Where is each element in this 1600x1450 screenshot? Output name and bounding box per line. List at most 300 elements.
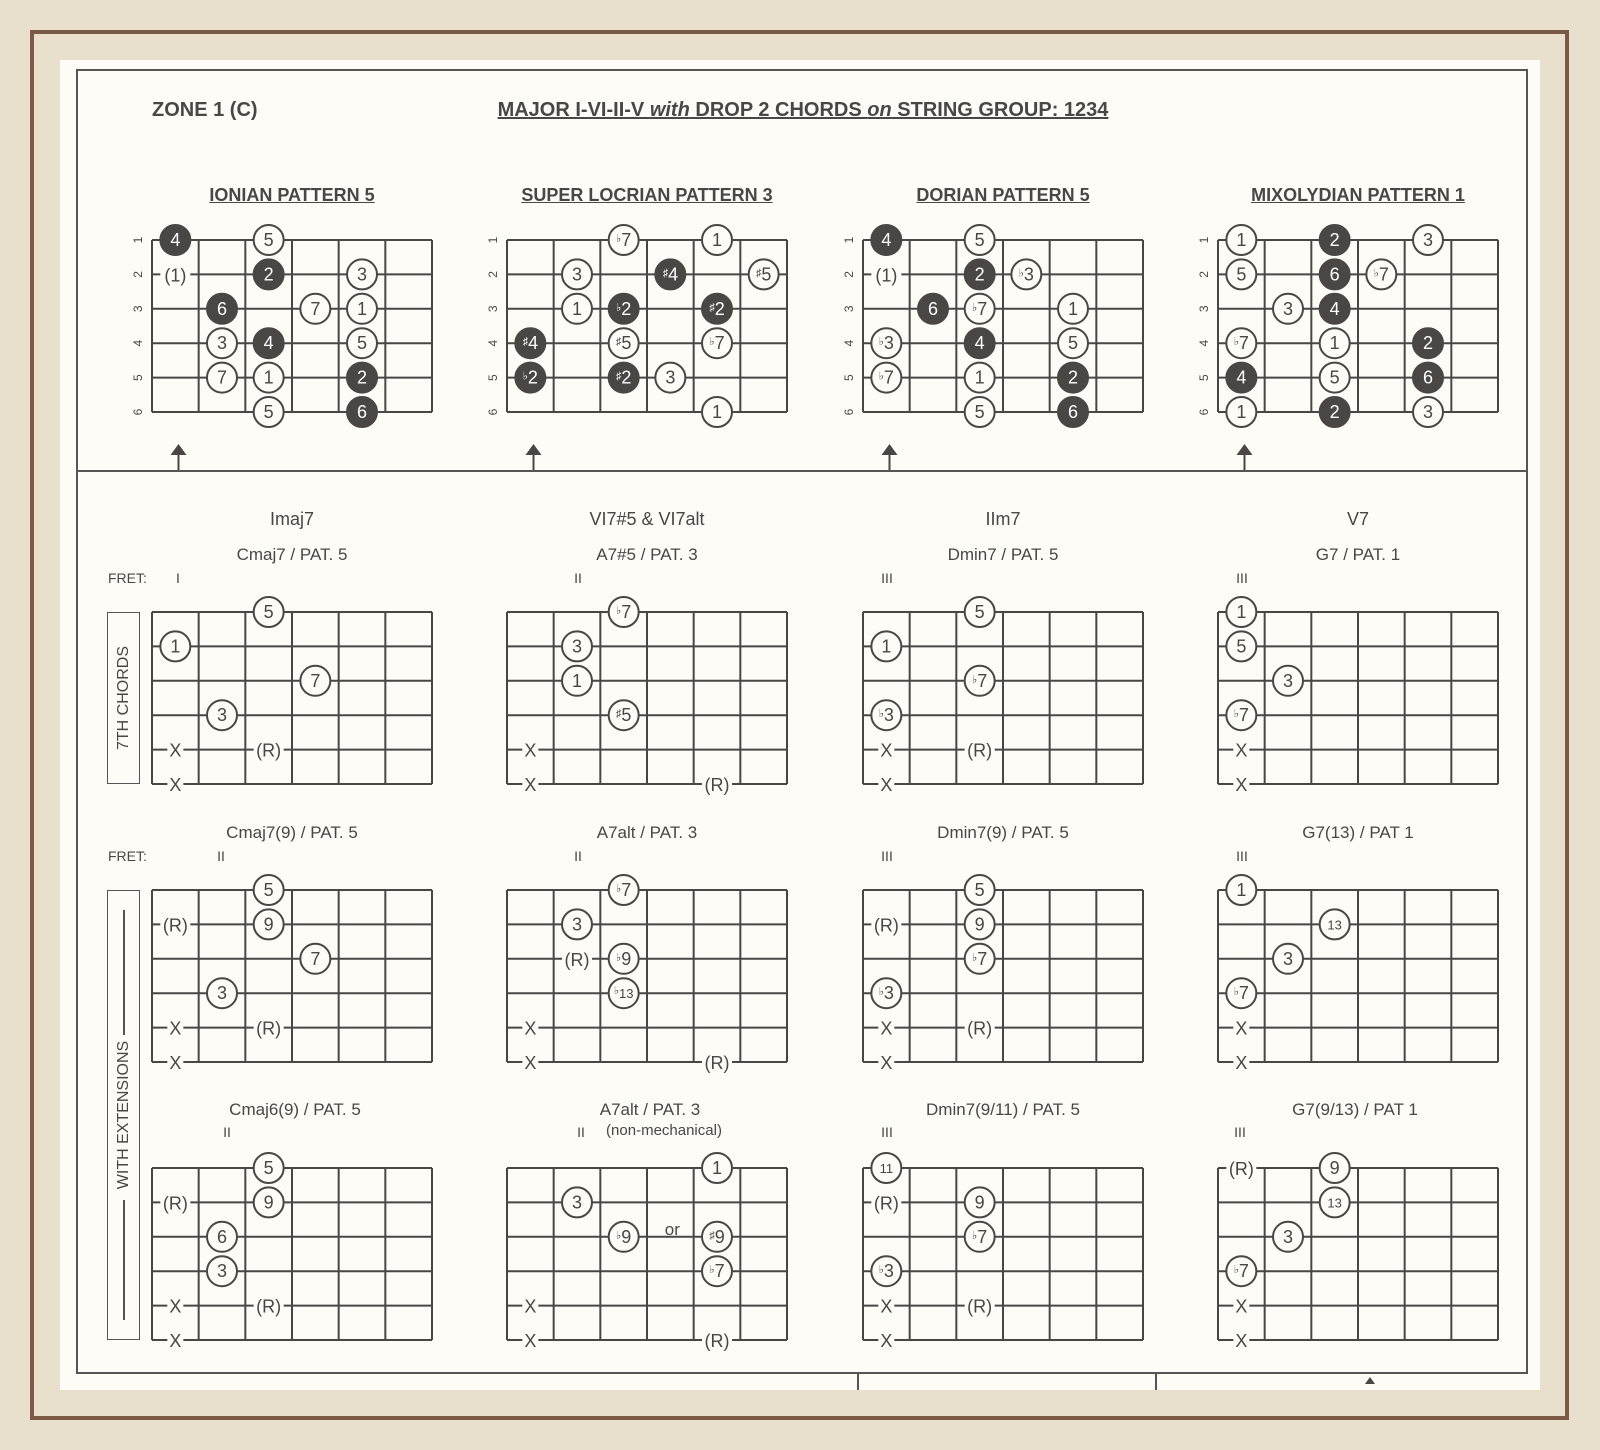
note-dot <box>1058 397 1088 427</box>
accidental: ♭ <box>1233 1264 1239 1277</box>
note-label: 4 <box>881 230 892 250</box>
degree: 7 <box>621 230 632 250</box>
note-dot <box>1273 944 1303 974</box>
degree: 7 <box>621 602 632 622</box>
fret-label: FRET: <box>108 570 147 586</box>
non-mechanical-note: (non-mechanical) <box>606 1122 722 1139</box>
note-label: 1 <box>881 636 892 657</box>
fretboard-grid <box>1218 1168 1498 1340</box>
note-label: 9 <box>1329 1158 1340 1178</box>
note-dot <box>702 328 732 358</box>
degree: 2 <box>714 298 725 319</box>
note-dot <box>655 363 685 393</box>
note-label: 1 <box>571 670 583 691</box>
page-title: MAJOR I-VI-II-V with DROP 2 CHORDS on STRING GROUP: 1234 <box>497 99 1109 121</box>
string-number: 2 <box>486 271 500 278</box>
note-label: 5 <box>356 333 368 354</box>
accidental: ♭ <box>972 1229 978 1242</box>
note-dot <box>871 631 901 661</box>
note-dot <box>1011 259 1041 289</box>
note-label: 1 <box>1236 402 1247 422</box>
note-dot <box>609 944 639 974</box>
note-dot <box>1226 397 1256 427</box>
column-roman-numeral: V7 <box>1346 509 1370 529</box>
note-label: 9 <box>263 1192 274 1213</box>
note-dot <box>965 666 995 696</box>
note-dot <box>515 328 545 358</box>
fretboard-grid <box>863 890 1143 1062</box>
fretboard-grid <box>1218 240 1498 412</box>
optional-note-label: (R) <box>873 1193 899 1214</box>
accidental: ♭ <box>616 233 622 245</box>
note-dot <box>1058 328 1088 358</box>
chord-name: G7(9/13) / PAT 1 <box>1292 1100 1418 1119</box>
optional-note-label: (R) <box>704 1053 730 1073</box>
note-dot <box>562 259 592 289</box>
note-dot <box>254 875 284 905</box>
fretboard-grid <box>152 890 432 1062</box>
fret-number: III <box>1236 848 1248 864</box>
extensions-side-label: WITH EXTENSIONS <box>115 1040 132 1190</box>
note-dot <box>562 631 592 661</box>
optional-note-label: (R) <box>1228 1159 1254 1179</box>
optional-note-label: (1) <box>875 265 898 286</box>
note-dot <box>965 397 995 427</box>
degree: 7 <box>1378 264 1389 285</box>
note-dot <box>702 294 732 324</box>
chord-name: Cmaj6(9) / PAT. 5 <box>229 1100 361 1119</box>
note-dot <box>609 294 639 324</box>
muted-string-marker: X <box>169 1296 182 1317</box>
accidental: ♭ <box>972 951 978 964</box>
degree: 2 <box>621 298 632 319</box>
fret-number: III <box>881 848 893 864</box>
note-dot <box>1226 875 1256 905</box>
chord-name: A7alt / PAT. 3 <box>599 1100 701 1119</box>
fret-number: III <box>1236 570 1248 586</box>
string-number: 1 <box>1197 236 1211 244</box>
muted-string-marker: X <box>524 775 537 795</box>
note-dot <box>1226 259 1256 289</box>
muted-string-marker: X <box>880 775 893 795</box>
degree: 3 <box>883 983 894 1004</box>
note-dot <box>1366 259 1396 289</box>
muted-string-marker: X <box>169 775 182 795</box>
note-dot <box>1058 294 1088 324</box>
note-dot <box>965 363 995 393</box>
degree: 7 <box>1238 983 1249 1004</box>
degree: 7 <box>977 948 988 969</box>
pattern-title: IONIAN PATTERN 5 <box>209 185 375 205</box>
note-dot <box>347 294 377 324</box>
muted-string-marker: X <box>524 740 537 761</box>
accidental: ♯ <box>662 267 669 280</box>
note-dot <box>702 225 732 255</box>
accidental: ♯ <box>709 301 715 314</box>
note-dot <box>702 397 732 427</box>
muted-string-marker: X <box>1235 740 1248 761</box>
note-dot <box>1413 397 1443 427</box>
note-label: 2 <box>1422 333 1434 354</box>
note-label: 13 <box>1327 917 1342 933</box>
note-label: 3 <box>216 1261 228 1282</box>
note-dot <box>609 363 639 393</box>
note-label: 1 <box>1236 230 1247 250</box>
note-dot <box>1320 397 1350 427</box>
degree: 7 <box>1238 705 1249 726</box>
fretboard-grid <box>1218 890 1498 1062</box>
note-dot <box>871 978 901 1008</box>
pattern-title: SUPER LOCRIAN PATTERN 3 <box>521 185 773 205</box>
note-dot <box>655 259 685 289</box>
note-dot <box>1226 328 1256 358</box>
note-label: 6 <box>216 298 228 319</box>
note-dot <box>207 1222 237 1252</box>
string-number: 6 <box>842 408 856 416</box>
degree: 4 <box>528 333 539 354</box>
string-number: 4 <box>486 339 500 347</box>
column-roman-numeral: IIm7 <box>985 509 1021 529</box>
fretboard-grid <box>152 1168 432 1340</box>
chord-name: A7#5 / PAT. 3 <box>596 545 698 564</box>
note-dot <box>254 1153 284 1183</box>
chord-name: A7alt / PAT. 3 <box>596 823 698 842</box>
note-dot <box>254 597 284 627</box>
pattern-title: MIXOLYDIAN PATTERN 1 <box>1251 185 1465 205</box>
note-label: 3 <box>571 264 583 285</box>
note-label: 3 <box>1422 230 1434 250</box>
note-label: 2 <box>974 264 985 285</box>
note-label: 5 <box>263 402 274 422</box>
note-dot <box>609 978 639 1008</box>
degree: 7 <box>714 333 725 354</box>
note-label: 3 <box>665 367 676 388</box>
note-label: 6 <box>216 1226 228 1247</box>
note-label: 3 <box>1422 402 1434 422</box>
degree: 7 <box>1238 333 1249 354</box>
note-dot <box>207 978 237 1008</box>
accidental: ♭ <box>878 336 884 349</box>
note-dot <box>965 597 995 627</box>
accidental: ♭ <box>878 708 884 721</box>
note-label: 1 <box>571 298 583 319</box>
note-label: 4 <box>263 333 274 354</box>
note-dot <box>1273 294 1303 324</box>
note-label: 5 <box>263 602 274 622</box>
accidental: ♯ <box>522 336 529 349</box>
fretboard-grid <box>152 612 432 784</box>
note-dot <box>254 909 284 939</box>
note-dot <box>300 666 330 696</box>
arrow-up-icon <box>171 444 187 455</box>
note-label: 5 <box>974 880 985 900</box>
note-label: 1 <box>711 230 723 250</box>
note-dot <box>871 225 901 255</box>
note-label: 7 <box>216 367 228 388</box>
degree: 5 <box>621 333 632 354</box>
note-dot <box>1273 666 1303 696</box>
note-dot <box>254 328 284 358</box>
note-dot <box>965 259 995 289</box>
optional-note-label: (R) <box>704 775 730 795</box>
degree: 9 <box>714 1226 725 1247</box>
note-dot <box>207 363 237 393</box>
note-dot <box>1273 1222 1303 1252</box>
accidental: ♭ <box>613 985 620 998</box>
degree: 9 <box>621 1226 632 1247</box>
degree: 3 <box>1023 264 1034 285</box>
note-dot <box>1320 909 1350 939</box>
degree: 7 <box>714 1261 725 1282</box>
accidental: ♭ <box>616 951 622 964</box>
degree: 7 <box>883 367 894 388</box>
note-label: 5 <box>263 230 274 250</box>
muted-string-marker: X <box>880 1053 893 1073</box>
note-dot <box>160 225 190 255</box>
note-dot <box>562 1187 592 1217</box>
muted-string-marker: X <box>169 1053 182 1073</box>
degree: 9 <box>621 948 632 969</box>
note-label: 2 <box>1067 367 1079 388</box>
degree: 3 <box>883 333 894 354</box>
string-number: 4 <box>131 339 145 347</box>
note-dot <box>207 294 237 324</box>
note-label: 1 <box>1236 602 1247 622</box>
note-dot <box>1413 328 1443 358</box>
accidental: ♯ <box>615 336 622 349</box>
note-label: 4 <box>1236 367 1247 388</box>
note-dot <box>207 700 237 730</box>
muted-string-marker: X <box>1235 1018 1248 1039</box>
fret-number: II <box>574 848 582 864</box>
optional-note-label: (R) <box>967 1296 993 1317</box>
string-number: 3 <box>131 305 145 313</box>
fret-number: I <box>176 570 180 586</box>
string-number: 5 <box>486 374 500 381</box>
note-label: 2 <box>263 264 274 285</box>
chord-name: G7(13) / PAT 1 <box>1302 823 1414 842</box>
chord-name: Cmaj7(9) / PAT. 5 <box>226 823 358 842</box>
note-dot <box>609 1222 639 1252</box>
note-dot <box>1226 225 1256 255</box>
fret-number: II <box>574 570 582 586</box>
muted-string-marker: X <box>169 740 182 761</box>
accidental: ♭ <box>616 605 622 617</box>
note-label: 1 <box>711 1158 723 1178</box>
accidental: ♭ <box>1018 267 1024 280</box>
optional-note-label: (R) <box>967 740 993 761</box>
arrow-up-icon <box>1365 1377 1375 1384</box>
optional-note-label: (R) <box>162 915 188 936</box>
string-number: 5 <box>131 374 145 381</box>
degree: 2 <box>621 367 632 388</box>
muted-string-marker: X <box>1235 1053 1248 1073</box>
note-label: 5 <box>1329 367 1340 388</box>
fret-number: II <box>217 848 225 864</box>
muted-string-marker: X <box>524 1053 537 1073</box>
note-dot <box>918 294 948 324</box>
note-dot <box>347 397 377 427</box>
note-label: 5 <box>1236 264 1247 285</box>
note-label: 3 <box>1282 670 1294 691</box>
muted-string-marker: X <box>880 740 893 761</box>
note-dot <box>254 259 284 289</box>
note-label: 3 <box>571 914 583 935</box>
note-label: 1 <box>356 298 368 319</box>
string-number: 5 <box>1197 374 1211 381</box>
note-dot <box>1226 1256 1256 1286</box>
chord-name: Cmaj7 / PAT. 5 <box>236 545 348 564</box>
note-dot <box>965 294 995 324</box>
arrow-up-icon <box>1237 444 1253 455</box>
note-dot <box>254 397 284 427</box>
muted-string-marker: X <box>524 1296 537 1317</box>
column-roman-numeral: VI7#5 & VI7alt <box>589 509 705 529</box>
fret-number: II <box>577 1124 585 1140</box>
note-dot <box>562 294 592 324</box>
note-label: 5 <box>263 880 274 900</box>
note-dot <box>1058 363 1088 393</box>
note-label: 4 <box>170 230 181 250</box>
note-label: 1 <box>974 367 985 388</box>
note-dot <box>609 225 639 255</box>
degree: 13 <box>619 986 634 1002</box>
accidental: ♭ <box>522 370 528 383</box>
string-number: 6 <box>1197 408 1211 416</box>
note-dot <box>871 328 901 358</box>
fretboard-grid <box>507 1168 787 1340</box>
fretboard-grid <box>863 1168 1143 1340</box>
note-label: 5 <box>974 230 985 250</box>
note-dot <box>1320 259 1350 289</box>
note-dot <box>160 631 190 661</box>
accidental: ♭ <box>1233 708 1239 721</box>
string-number: 3 <box>486 305 500 313</box>
note-dot <box>965 875 995 905</box>
optional-note-label: (R) <box>873 915 899 936</box>
note-dot <box>515 363 545 393</box>
note-label: 11 <box>879 1161 894 1176</box>
note-label: 7 <box>310 670 321 691</box>
chord-name: Dmin7(9/11) / PAT. 5 <box>926 1100 1080 1119</box>
column-roman-numeral: Imaj7 <box>269 509 315 529</box>
accidental: ♭ <box>616 1229 622 1242</box>
note-label: 6 <box>1422 367 1434 388</box>
chord-name: G7 / PAT. 1 <box>1315 545 1401 564</box>
note-label: 5 <box>1236 636 1247 657</box>
string-number: 2 <box>131 271 145 278</box>
fretboard-grid <box>507 890 787 1062</box>
muted-string-marker: X <box>169 1018 182 1039</box>
note-dot <box>347 328 377 358</box>
note-dot <box>254 225 284 255</box>
note-dot <box>609 875 639 905</box>
string-number: 6 <box>131 408 145 416</box>
muted-string-marker: X <box>1235 775 1248 795</box>
fret-number: III <box>881 570 893 586</box>
degree: 7 <box>621 880 632 900</box>
note-label: 3 <box>1282 948 1294 969</box>
note-label: 3 <box>216 333 228 354</box>
note-dot <box>609 597 639 627</box>
note-dot <box>562 909 592 939</box>
note-label: 6 <box>1329 264 1340 285</box>
optional-note-label: (R) <box>162 1193 188 1214</box>
fretboard-grid <box>863 612 1143 784</box>
optional-note-label: (R) <box>256 1296 282 1317</box>
note-label: 9 <box>974 1192 985 1213</box>
fret-label: FRET: <box>108 848 147 864</box>
optional-note-label: (R) <box>704 1331 730 1351</box>
muted-string-marker: X <box>880 1018 893 1039</box>
note-label: 13 <box>1327 1195 1342 1211</box>
note-label: 3 <box>216 705 228 726</box>
arrow-up-icon <box>526 444 542 455</box>
string-number: 4 <box>1197 339 1211 347</box>
note-dot <box>1320 294 1350 324</box>
string-number: 2 <box>1197 271 1211 278</box>
note-label: 9 <box>263 914 274 935</box>
muted-string-marker: X <box>524 1331 537 1351</box>
pattern-title: DORIAN PATTERN 5 <box>916 185 1090 205</box>
degree: 5 <box>621 705 632 726</box>
note-label: 2 <box>1329 230 1340 250</box>
string-number: 2 <box>842 271 856 278</box>
note-label: 3 <box>1282 1226 1294 1247</box>
note-dot <box>965 1187 995 1217</box>
accidental: ♯ <box>709 1229 715 1242</box>
note-label: 1 <box>1236 880 1247 900</box>
optional-note-label: (1) <box>164 265 187 286</box>
accidental: ♭ <box>1233 336 1239 349</box>
chord-name: Dmin7(9) / PAT. 5 <box>937 823 1069 842</box>
accidental: ♭ <box>1373 267 1379 280</box>
note-label: 6 <box>356 402 368 422</box>
accidental: ♭ <box>616 883 622 895</box>
note-dot <box>871 1153 901 1183</box>
muted-string-marker: X <box>880 1296 893 1317</box>
optional-note-label: (R) <box>256 1018 282 1039</box>
note-dot <box>347 363 377 393</box>
fretboard-grid <box>1218 612 1498 784</box>
note-label: 6 <box>1067 402 1079 422</box>
note-dot <box>1320 328 1350 358</box>
note-dot <box>1320 1187 1350 1217</box>
chord-name: Dmin7 / PAT. 5 <box>947 545 1059 564</box>
note-label: 4 <box>974 333 985 354</box>
note-label: 5 <box>1067 333 1079 354</box>
note-dot <box>871 700 901 730</box>
note-dot <box>1226 631 1256 661</box>
fretboard-grid <box>152 240 432 412</box>
note-dot <box>207 1256 237 1286</box>
fretboard-grid <box>507 240 787 412</box>
muted-string-marker: X <box>1235 1296 1248 1317</box>
note-label: 3 <box>1282 298 1294 319</box>
note-dot <box>609 700 639 730</box>
accidental: ♭ <box>878 370 884 383</box>
accidental: ♯ <box>615 708 622 721</box>
string-number: 3 <box>842 305 856 313</box>
note-label: 5 <box>974 602 985 622</box>
fretboard-grid <box>863 240 1143 412</box>
note-dot <box>965 1222 995 1252</box>
note-dot <box>254 363 284 393</box>
seventh-chords-side-label: 7TH CHORDS <box>115 645 132 751</box>
degree: 7 <box>977 670 988 691</box>
note-dot <box>1413 225 1443 255</box>
note-label: 5 <box>974 402 985 422</box>
